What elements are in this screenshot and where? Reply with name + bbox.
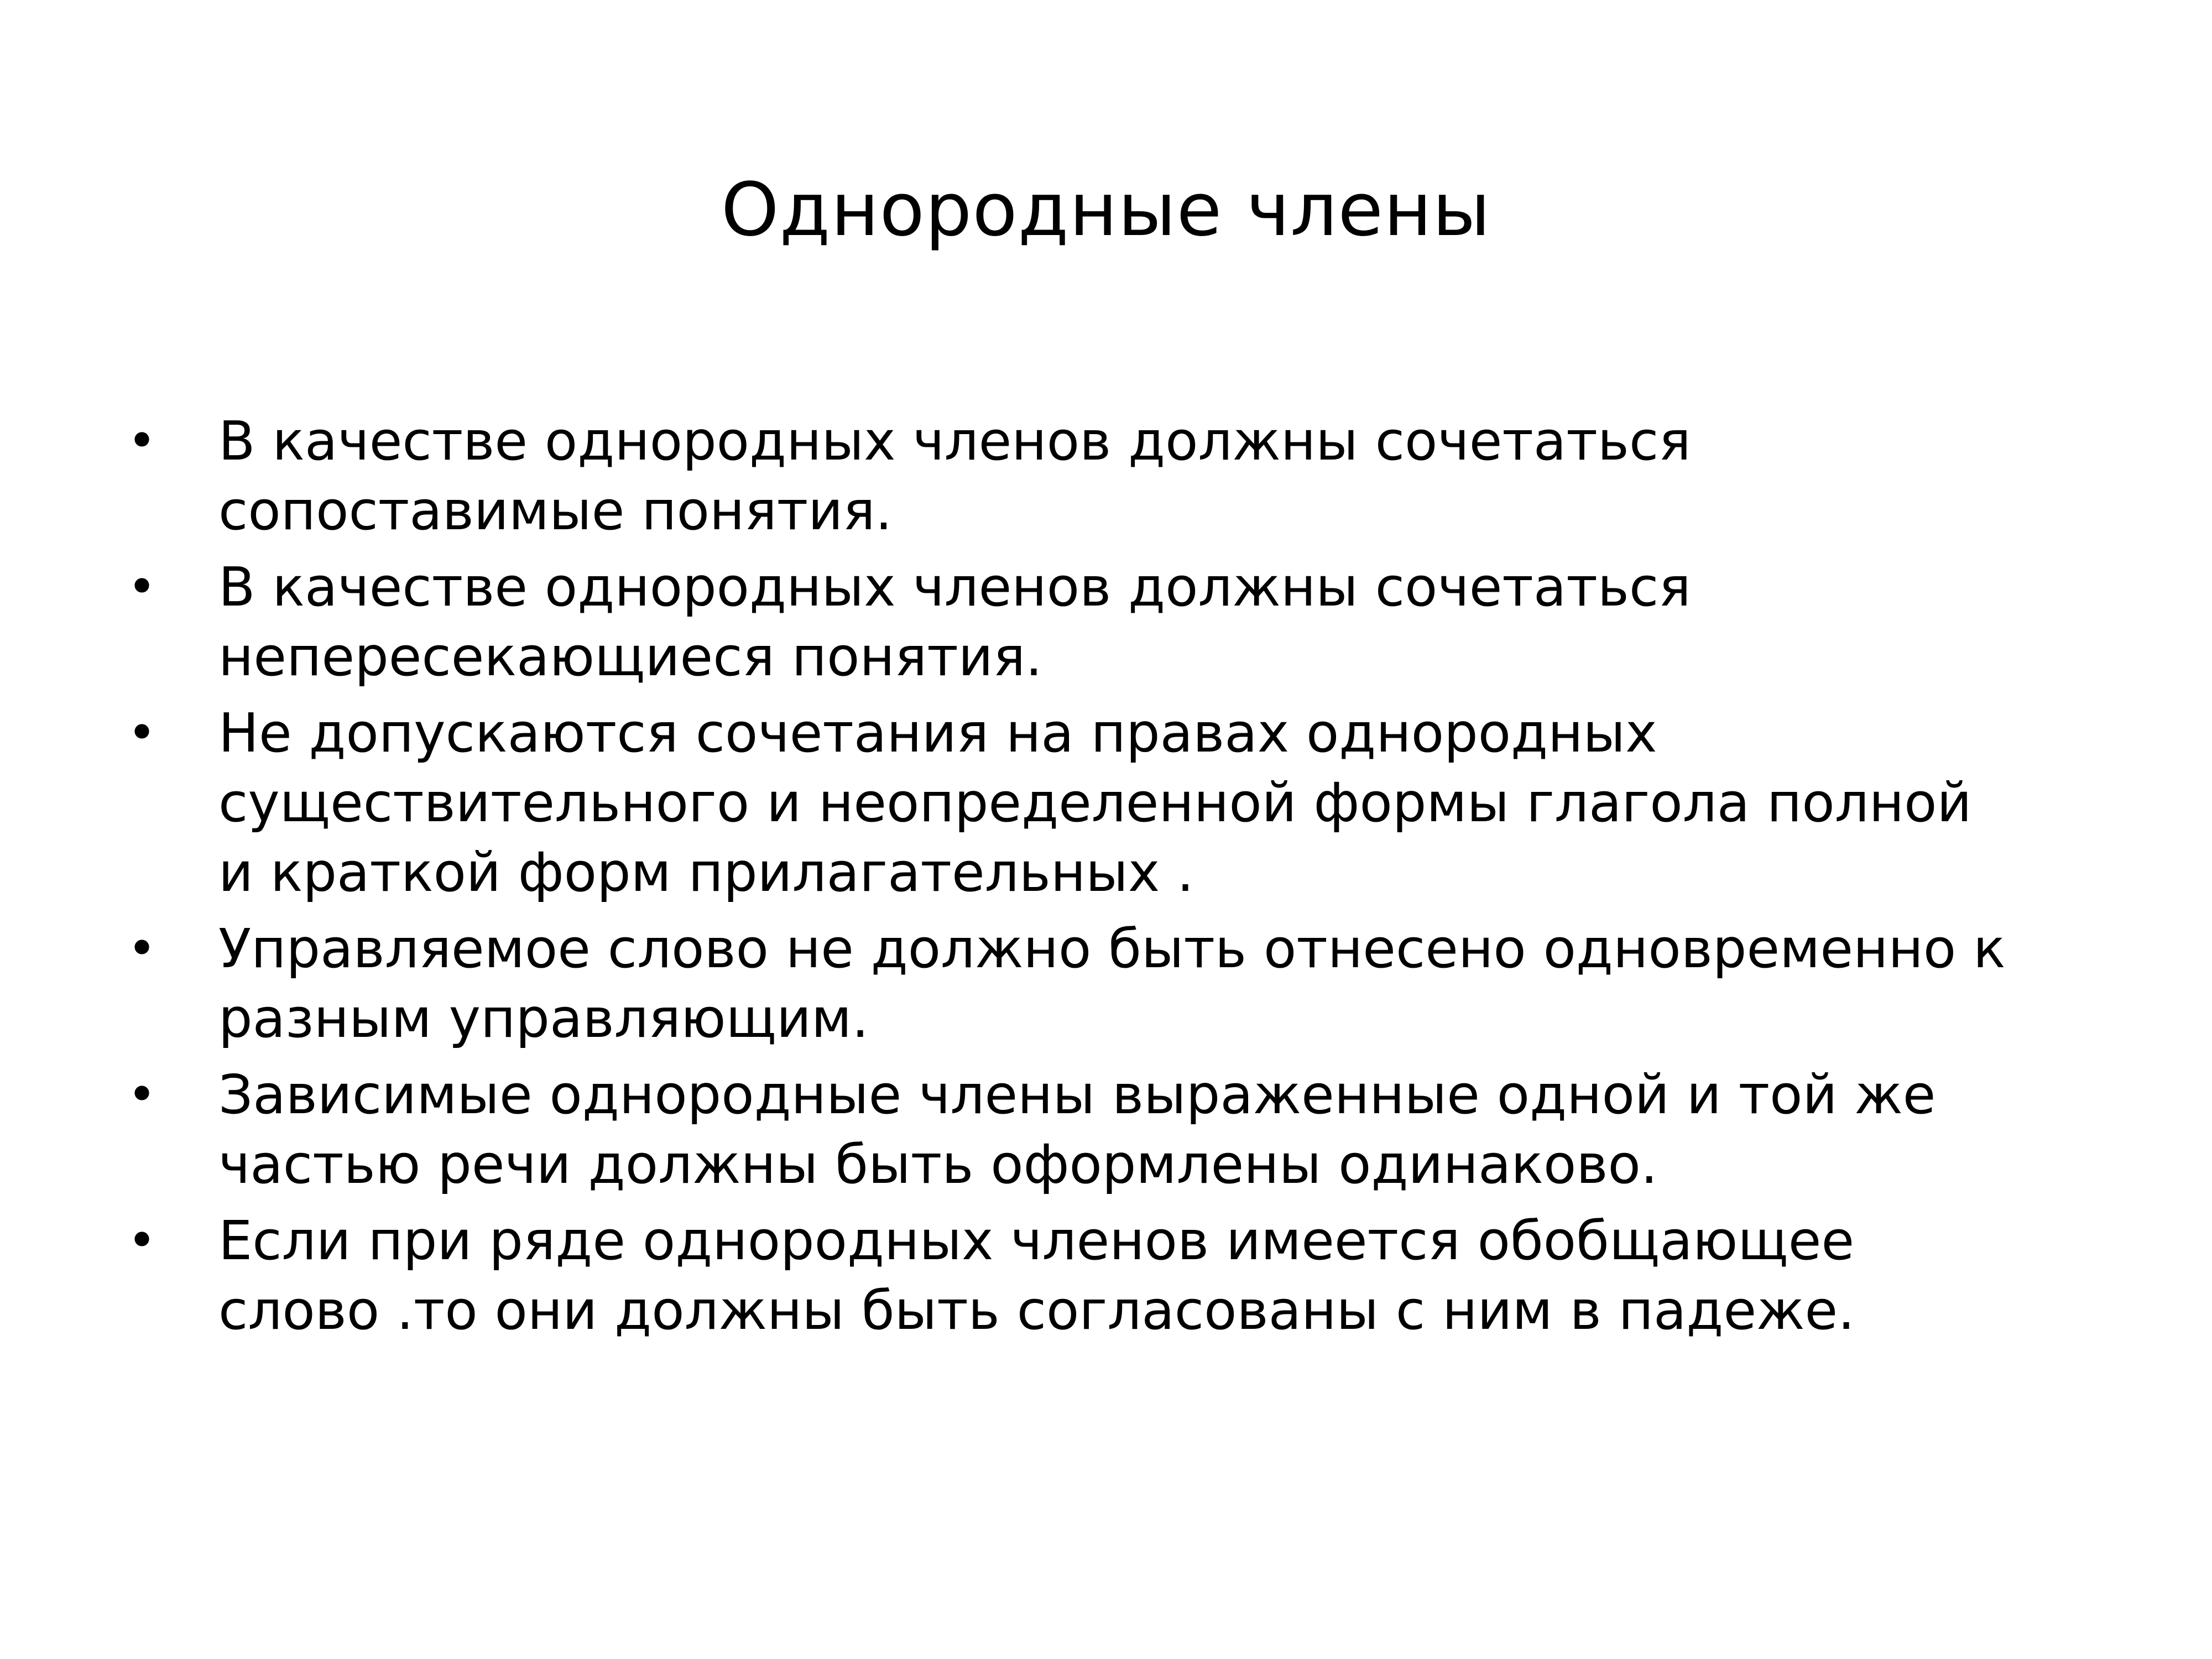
bullet-item [127, 552, 2118, 692]
bullet-item [127, 406, 2118, 546]
bullet-line: непересекающиеся понятия. [218, 625, 1043, 688]
bullet-line: В качестве однородных членов должны сочетаться [218, 410, 1691, 472]
bullet-item [127, 914, 2118, 1053]
slide-title: Однородные члены [721, 168, 1491, 253]
bullet-line: Зависимые однородные члены выраженные одной и той же [218, 1063, 1936, 1126]
bullet-icon: • [127, 1066, 157, 1124]
bullet-list [127, 406, 2118, 1352]
bullet-line: существительного и неопределенной формы глагола полной [218, 771, 1972, 834]
bullet-line: Если при ряде однородных членов имеется обобщающее [218, 1209, 1855, 1272]
bullet-line: разным управляющим. [218, 987, 869, 1050]
bullet-line: слово .то они должны быть согласованы с ним в падеже. [218, 1279, 1855, 1342]
bullet-icon: • [127, 1212, 157, 1270]
bullet-icon: • [127, 558, 157, 616]
bullet-line: частью речи должны быть оформлены одинаково. [218, 1133, 1658, 1196]
bullet-item [127, 1206, 2118, 1345]
bullet-line: и краткой форм прилагательных . [218, 841, 1194, 904]
bullet-line: Не допускаются сочетания на правах однородных [218, 702, 1657, 764]
bullet-item [127, 1060, 2118, 1199]
bullet-item [127, 698, 2118, 907]
bullet-line: В качестве однородных членов должны сочетаться [218, 556, 1691, 618]
bullet-line: Управляемое слово не должно быть отнесено одновременно к [218, 917, 2006, 980]
bullet-icon: • [127, 704, 157, 762]
bullet-icon: • [127, 920, 157, 978]
bullet-line: сопоставимые понятия. [218, 479, 893, 542]
bullet-icon: • [127, 412, 157, 470]
